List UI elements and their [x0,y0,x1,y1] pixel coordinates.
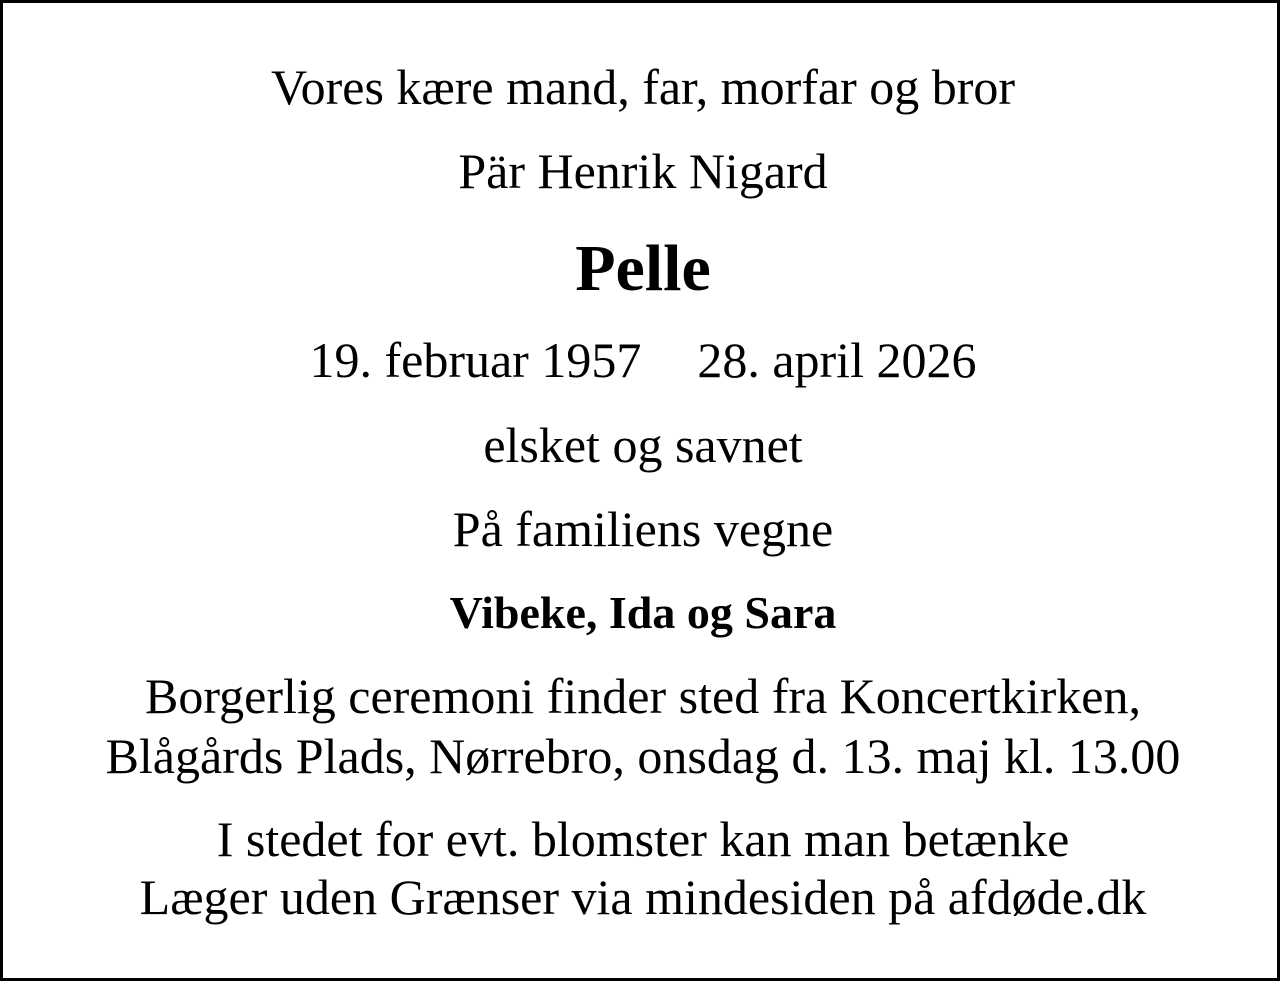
death-date: 28. april 2026 [697,332,977,388]
tribute-text: elsket og savnet [483,417,803,473]
on-behalf-text: På familiens vegne [452,501,834,557]
full-name: Pär Henrik Nigard [458,143,828,199]
signers: Vibeke, Ida og Sara [449,587,837,638]
intro-text: Vores kære mand, far, morfar og bror [270,59,1016,115]
donation-line-2: Læger uden Grænser via mindesiden på afdøde.dk [139,869,1147,925]
ceremony-line-2: Blågårds Plads, Nørrebro, onsdag d. 13. maj kl. 13.00 [105,728,1181,784]
nickname-heading: Pelle [575,232,711,305]
birth-date: 19. februar 1957 [309,332,642,388]
ceremony-line-1: Borgerlig ceremoni finder sted fra Koncertkirken, [145,668,1141,724]
donation-line-1: I stedet for evt. blomster kan man betænke [216,811,1070,867]
life-dates [3,330,1280,390]
